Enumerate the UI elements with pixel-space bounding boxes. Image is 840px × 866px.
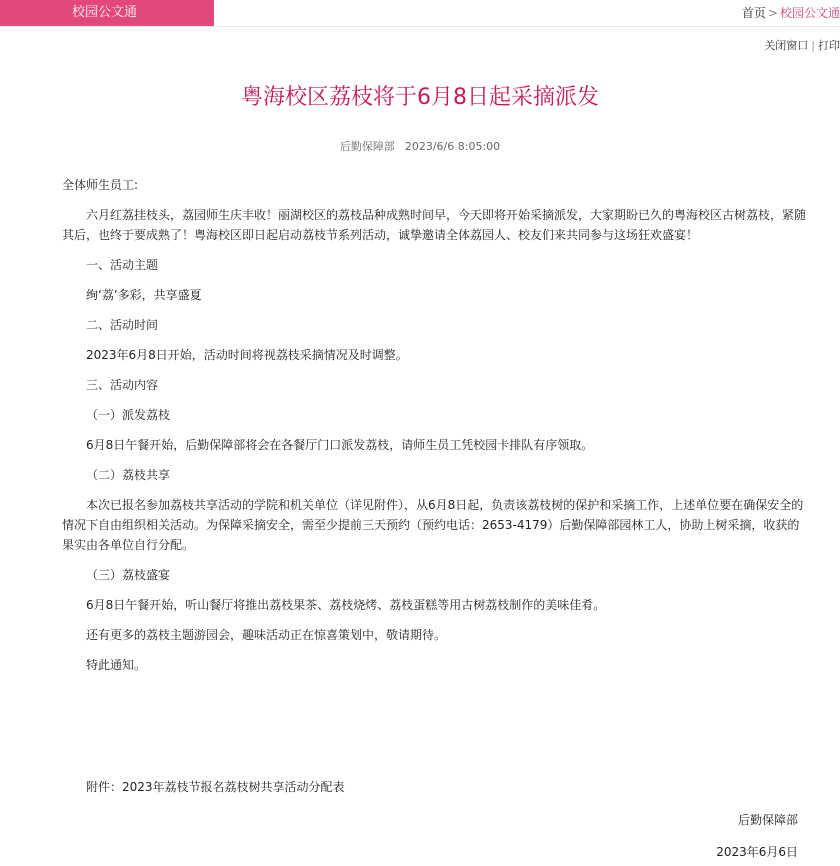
subsection-heading-distribute: （一）派发荔枝 bbox=[86, 408, 171, 422]
subsection-heading-feast: （三）荔枝盛宴 bbox=[86, 568, 171, 582]
section-heading-time: 二、活动时间 bbox=[86, 318, 159, 332]
page-title: 粤海校区荔枝将于6月8日起采摘派发 bbox=[241, 85, 599, 110]
attachment-link[interactable]: 附件：2023年荔枝节报名荔枝树共享活动分配表 bbox=[86, 780, 345, 794]
publish-datetime: 2023/6/6 8:05:00 bbox=[404, 140, 501, 153]
section-text-time: 2023年6月8日开始，活动时间将视荔枝采摘情况及时调整。 bbox=[86, 348, 408, 362]
breadcrumb-current-link[interactable]: 校园公文通 bbox=[779, 6, 840, 20]
toolbar-separator: | bbox=[811, 39, 815, 52]
subsection-text-distribute: 6月8日午餐开始，后勤保障部将会在各餐厅门口派发荔枝，请师生员工凭校园卡排队有序领取。 bbox=[86, 438, 594, 452]
intro-paragraph: 六月红荔挂枝头，荔园师生庆丰收！丽湖校区的荔枝品种成熟时间早，今天即将开始采摘派发，大家期盼已久的粤海校区古树荔枝，紧随其后，也终于要成熟了！粤海校区即日起启动荔枝节系列活动，诚挚邀请全体荔园人、校友们来共同参与这场狂欢盛宴！ bbox=[62, 208, 807, 242]
signature-date: 2023年6月6日 bbox=[716, 845, 798, 859]
breadcrumb bbox=[742, 0, 840, 26]
breadcrumb-separator: > bbox=[767, 6, 778, 20]
section-text-theme: 绚‘荔’多彩，共享盛夏 bbox=[86, 288, 202, 302]
section-heading-content: 三、活动内容 bbox=[86, 378, 159, 392]
brand-tab[interactable]: 校园公文通 bbox=[0, 0, 214, 26]
publisher-department: 后勤保障部 bbox=[339, 140, 395, 153]
article-toolbar bbox=[764, 37, 840, 53]
signature-department: 后勤保障部 bbox=[737, 813, 798, 827]
subsection-heading-share: （二）荔枝共享 bbox=[86, 468, 171, 482]
breadcrumb-home-link[interactable]: 首页 bbox=[741, 6, 766, 20]
closing-line: 特此通知。 bbox=[86, 658, 147, 672]
subsection-text-share: 本次已报名参加荔枝共享活动的学院和机关单位（详见附件），从6月8日起，负责该荔枝树的保护和采摘工作，上述单位要在确保安全的情况下自由组织相关活动。为保障采摘安全，需至少提前三天预约（预约电话：2653-4179）后勤保障部园林工人，协助上树采摘，收获的果实由各单位自行分配。 bbox=[62, 498, 804, 552]
article-meta bbox=[0, 138, 840, 154]
close-window-link[interactable]: 关闭窗口 bbox=[764, 39, 809, 52]
greeting: 全体师生员工: bbox=[62, 178, 139, 192]
article-body bbox=[62, 175, 810, 685]
subsection-text-feast: 6月8日午餐开始，听山餐厅将推出荔枝果茶、荔枝烧烤、荔枝蛋糕等用古树荔枝制作的美味佳肴。 bbox=[86, 598, 606, 612]
section-heading-theme: 一、活动主题 bbox=[86, 258, 159, 272]
top-bar bbox=[0, 0, 840, 27]
extra-paragraph: 还有更多的荔枝主题游园会，趣味活动正在惊喜策划中，敬请期待。 bbox=[86, 628, 447, 642]
print-link[interactable]: 打印 bbox=[818, 39, 840, 52]
